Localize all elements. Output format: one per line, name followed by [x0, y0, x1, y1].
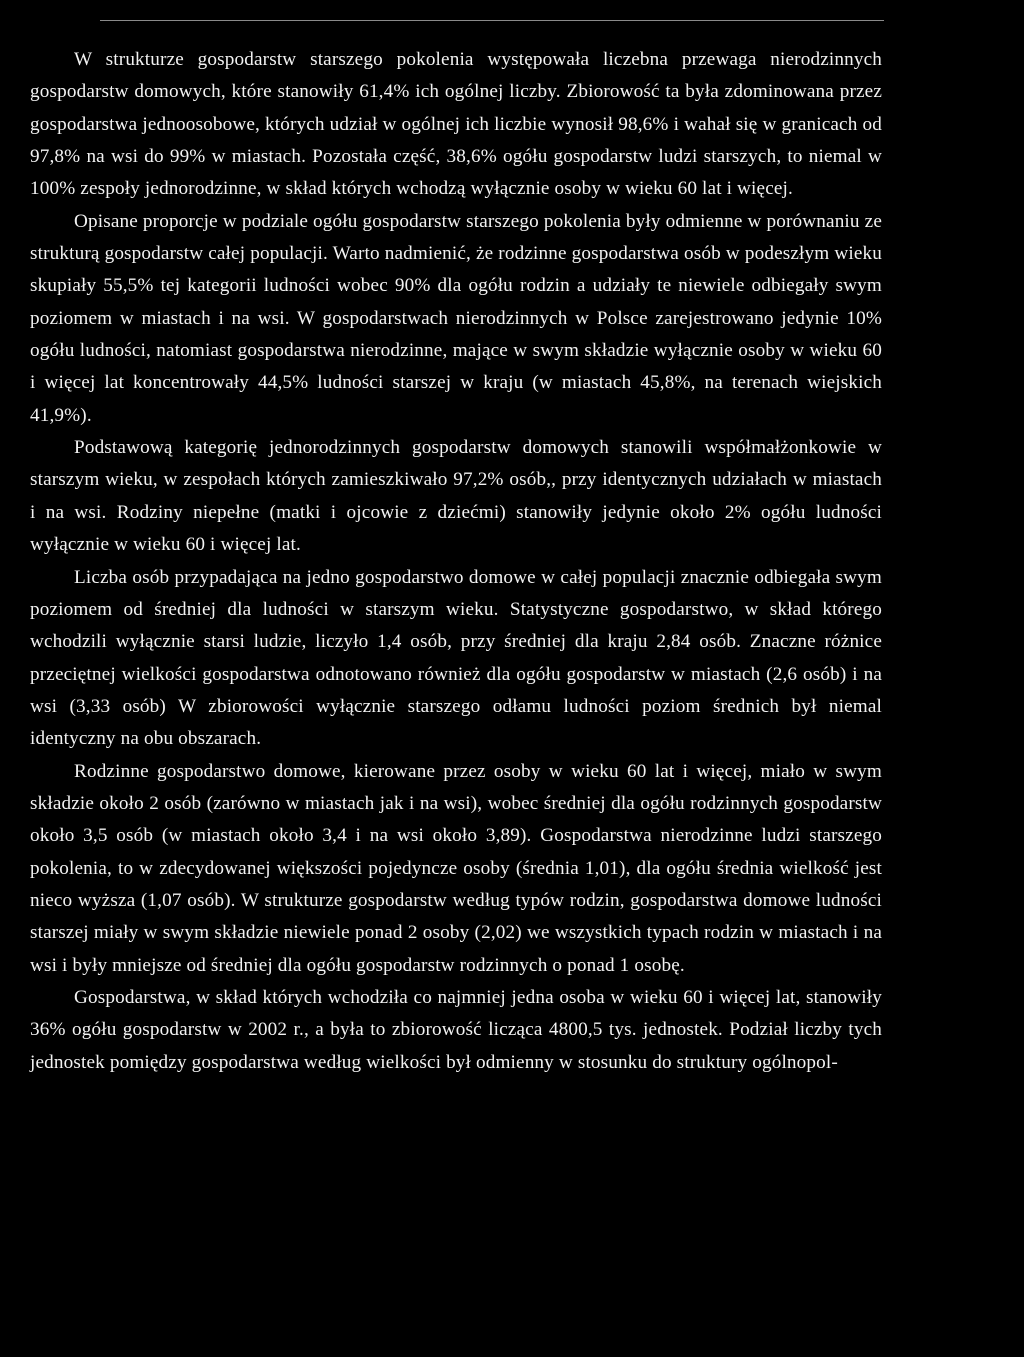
paragraph-4: Liczba osób przypadająca na jedno gospodarstwo domowe w całej populacji znacznie odbiegała swym poziomem od średniej dla ludności w starszym wieku. Statystyczne gospodarstwo, w skład którego wchodzili wyłącznie starsi ludzie, liczyło 1,4 osób, przy średniej dla kraju 2,84 osób. Znaczne różnice przeciętnej wielkości gospodarstwa odnotowano również dla ogółu gospodarstw w miastach (2,6 osób) i na wsi (3,33 osób) W zbiorowości wyłącznie starszego odłamu ludności poziom średnich był niemal identyczny na obu obszarach.	[30, 566, 882, 750]
top-rule	[100, 20, 884, 21]
paragraph-5: Rodzinne gospodarstwo domowe, kierowane przez osoby w wieku 60 lat i więcej, miało w swym składzie około 2 osób (zarówno w miastach jak i na wsi), wobec średniej dla ogółu rodzinnych gospodarstw około 3,5 osób (w miastach około 3,4 i na wsi około 3,89). Gospodarstwa nierodzinne ludzi starszego pokolenia, to w zdecydowanej większości pojedyncze osoby (średnia 1,01), dla ogółu średnia wielkość jest nieco wyższa (1,07 osób). W strukturze gospodarstw według typów rodzin, gospodarstwa domowe ludności starszej miały w swym składzie niewiele ponad 2 osoby (2,02) we wszystkich typach rodzin w miastach i na wsi i były mniejsze od średniej dla ogółu gospodarstw rodzinnych o ponad 1 osobę.	[30, 760, 882, 976]
paragraph-1: W strukturze gospodarstw starszego pokolenia występowała liczebna przewaga nierodzinnych gospodarstw domowych, które stanowiły 61,4% ich ogólnej liczby. Zbiorowość ta była zdominowana przez gospodarstwa jednoosobowe, których udział w ogólnej ich liczbie wynosił 98,6% i wahał się w granicach od 97,8% na wsi do 99% w miastach. Pozostała część, 38,6% ogółu gospodarstw ludzi starszych, to niemal w 100% zespoły jednorodzinne, w skład których wchodzą wyłącznie osoby w wieku 60 lat i więcej.	[30, 49, 882, 200]
paragraph-2: Opisane proporcje w podziale ogółu gospodarstw starszego pokolenia były odmienne w porównaniu ze strukturą gospodarstw całej populacji. Warto nadmienić, że rodzinne gospodarstwa osób w podeszłym wieku skupiały 55,5% tej kategorii ludności wobec 90% dla ogółu rodzin a udziały te niewiele odbiegały swym poziomem w miastach i na wsi. W gospodarstwach nierodzinnych w Polsce zarejestrowano jedynie 10% ogółu ludności, natomiast gospodarstwa nierodzinne, mające w swym składzie wyłącznie osoby w wieku 60 i więcej lat koncentrowały 44,5% ludności starszej w kraju (w miastach 45,8%, na terenach wiejskich 41,9%).	[30, 210, 882, 426]
document-body	[30, 44, 882, 1079]
paragraph-6: Gospodarstwa, w skład których wchodziła co najmniej jedna osoba w wieku 60 i więcej lat, stanowiły 36% ogółu gospodarstw w 2002 r., a była to zbiorowość licząca 4800,5 tys. jednostek. Podział liczby tych jednostek pomiędzy gospodarstwa według wielkości był odmienny w stosunku do struktury ogólnopol-	[30, 986, 882, 1073]
paragraph-3: Podstawową kategorię jednorodzinnych gospodarstw domowych stanowili współmałżonkowie w starszym wieku, w zespołach których zamieszkiwało 97,2% osób,, przy identycznych udziałach w miastach i na wsi. Rodziny niepełne (matki i ojcowie z dziećmi) stanowiły jedynie około 2% ogółu ludności wyłącznie w wieku 60 i więcej lat.	[30, 437, 882, 556]
